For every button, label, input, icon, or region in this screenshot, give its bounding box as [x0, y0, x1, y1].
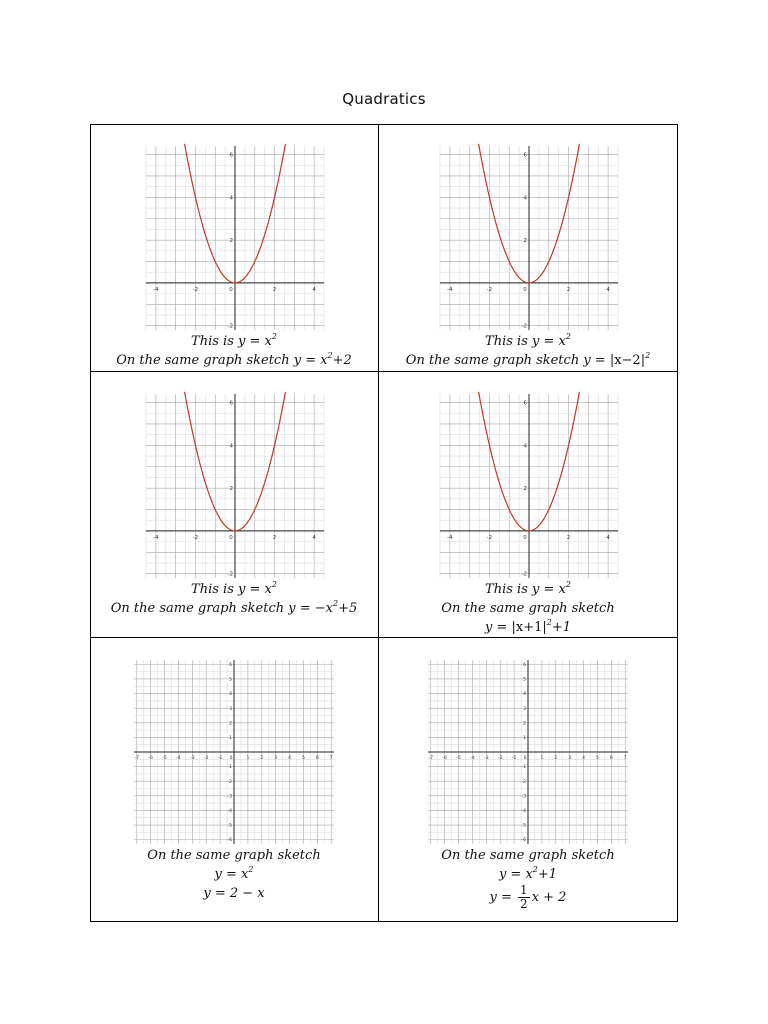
- caption-line-1: On the same graph sketch: [147, 848, 321, 863]
- caption-line-1: On the same graph sketch: [441, 848, 615, 863]
- graph-y-equals-x-squared: [140, 140, 330, 336]
- cell-5-caption: [90, 846, 378, 903]
- caption-line-2: On the same graph sketch: [441, 601, 615, 616]
- x-tick-label: 2: [554, 756, 558, 761]
- cell-1-caption: [90, 332, 378, 370]
- x-tick-label: -4: [153, 534, 159, 541]
- worksheet-cell-1: [90, 124, 378, 371]
- x-tick-label: -6: [148, 756, 153, 761]
- caption-line-3: $y = |x+1|^2+1$: [484, 618, 572, 635]
- y-tick-label: 6: [229, 152, 233, 159]
- y-tick-label: 5: [229, 677, 232, 683]
- y-tick-label: 6: [229, 662, 232, 668]
- caption-line-2: $y = x^2$: [214, 865, 254, 882]
- worksheet-cell-2: [378, 124, 678, 371]
- x-tick-label: 3: [568, 756, 572, 761]
- y-tick-label: -2: [227, 571, 233, 578]
- caption-line-3: y = $\frac{1}{2}$ x + 2: [489, 883, 567, 911]
- x-tick-label: 4: [312, 534, 316, 541]
- y-tick-label: 2: [523, 238, 527, 245]
- x-tick-label: 0: [523, 756, 527, 761]
- x-tick-label: 7: [623, 756, 627, 761]
- y-tick-label: 4: [523, 692, 526, 698]
- y-tick-label: 1: [523, 735, 526, 741]
- x-tick-label: -4: [447, 286, 453, 293]
- x-tick-label: -2: [486, 534, 493, 541]
- x-tick-label: 4: [312, 286, 316, 293]
- x-tick-label: 1: [540, 756, 544, 761]
- x-tick-label: 2: [272, 286, 277, 293]
- x-tick-label: 7: [329, 756, 333, 761]
- x-tick-label: -1: [217, 756, 223, 761]
- y-tick-label: -2: [521, 571, 527, 578]
- y-tick-label: -2: [521, 323, 527, 330]
- caption-line-1: This is $y = x^2$: [191, 332, 277, 349]
- y-tick-label: -2: [227, 323, 233, 330]
- x-tick-label: 4: [582, 756, 585, 761]
- y-tick-label: 1: [229, 735, 232, 741]
- y-tick-label: -4: [227, 809, 232, 815]
- y-tick-label: -5: [227, 823, 232, 829]
- worksheet-cell-6: [378, 638, 678, 922]
- y-tick-label: 6: [523, 400, 527, 407]
- worksheet-cell-3: [90, 372, 378, 637]
- y-tick-label: 2: [229, 486, 233, 493]
- x-tick-label: -1: [511, 756, 517, 761]
- graph-y-equals-x-squared: [434, 140, 624, 336]
- y-tick-label: 2: [229, 721, 232, 727]
- graph-y-equals-x-squared: [434, 388, 624, 584]
- x-tick-label: 3: [274, 756, 278, 761]
- x-tick-label: 2: [260, 756, 264, 761]
- x-tick-label: -4: [470, 756, 475, 761]
- x-tick-label: 0: [229, 286, 233, 293]
- x-tick-label: -3: [190, 756, 195, 761]
- y-tick-label: 2: [523, 486, 527, 493]
- y-tick-label: 5: [523, 677, 526, 683]
- x-tick-label: 1: [246, 756, 250, 761]
- x-tick-label: 5: [596, 756, 599, 761]
- worksheet-cell-4: [378, 372, 678, 637]
- y-tick-label: -4: [521, 809, 526, 815]
- x-tick-label: -2: [486, 286, 493, 293]
- y-tick-label: -2: [521, 779, 526, 785]
- caption-line-2: On the same graph sketch $y = x^2+2$: [116, 351, 352, 368]
- x-tick-label: -2: [497, 756, 503, 761]
- x-tick-label: -2: [203, 756, 209, 761]
- y-tick-label: 2: [229, 238, 233, 245]
- blank-coordinate-grid: [422, 654, 634, 850]
- y-tick-label: -3: [227, 794, 232, 800]
- x-tick-label: -4: [176, 756, 181, 761]
- page-title: Quadratics: [342, 90, 426, 108]
- x-tick-label: -4: [447, 534, 453, 541]
- x-tick-label: 0: [523, 286, 527, 293]
- x-tick-label: -2: [192, 286, 199, 293]
- y-tick-label: 3: [229, 706, 232, 712]
- x-tick-label: -7: [134, 756, 140, 761]
- y-tick-label: 6: [523, 662, 526, 668]
- x-tick-label: 2: [272, 534, 277, 541]
- worksheet-cell-5: [90, 638, 378, 922]
- caption-line-1: This is $y = x^2$: [485, 332, 571, 349]
- x-tick-label: -2: [192, 534, 199, 541]
- x-tick-label: 2: [566, 534, 571, 541]
- y-tick-label: 4: [229, 692, 232, 698]
- x-tick-label: 4: [606, 286, 610, 293]
- x-tick-label: 6: [315, 756, 319, 761]
- caption-line-1: This is $y = x^2$: [191, 580, 277, 597]
- caption-line-3: y = 2 − x: [203, 886, 265, 901]
- y-tick-label: -3: [521, 794, 526, 800]
- caption-line-2: On the same graph sketch $y = -x^2+5$: [110, 599, 358, 616]
- y-tick-label: 6: [523, 152, 527, 159]
- caption-line-2: On the same graph sketch $y = |x-2|^2$: [405, 351, 651, 368]
- x-tick-label: -5: [162, 756, 167, 761]
- y-tick-label: -6: [227, 838, 232, 844]
- x-tick-label: 0: [229, 534, 233, 541]
- fraction-one-half: $\frac{1}{2}$: [520, 883, 528, 911]
- caption-line-2: $y = x^2+1$: [498, 865, 558, 882]
- y-tick-label: 4: [523, 443, 527, 450]
- cell-3-caption: [90, 580, 378, 618]
- x-tick-label: -4: [153, 286, 159, 293]
- graph-y-equals-x-squared: [140, 388, 330, 584]
- x-tick-label: 2: [566, 286, 571, 293]
- y-tick-label: -1: [521, 765, 526, 771]
- x-tick-label: 5: [302, 756, 305, 761]
- y-tick-label: 3: [523, 706, 526, 712]
- cell-4-caption: [378, 580, 678, 637]
- x-tick-label: -6: [442, 756, 447, 761]
- y-tick-label: 2: [523, 721, 526, 727]
- x-tick-label: 4: [606, 534, 610, 541]
- x-tick-label: 0: [229, 756, 233, 761]
- x-tick-label: 0: [523, 534, 527, 541]
- y-tick-label: -5: [521, 823, 526, 829]
- cell-6-caption: [378, 846, 678, 911]
- y-tick-label: 4: [229, 195, 233, 202]
- y-tick-label: -6: [521, 838, 526, 844]
- x-tick-label: -7: [428, 756, 434, 761]
- blank-coordinate-grid: [128, 654, 340, 850]
- y-tick-label: -2: [227, 779, 232, 785]
- y-tick-label: -1: [227, 765, 232, 771]
- y-tick-label: 4: [229, 443, 233, 450]
- x-tick-label: -3: [484, 756, 489, 761]
- x-tick-label: 6: [609, 756, 613, 761]
- y-tick-label: 6: [229, 400, 233, 407]
- y-tick-label: 4: [523, 195, 527, 202]
- x-tick-label: 4: [288, 756, 291, 761]
- cell-2-caption: [378, 332, 678, 370]
- x-tick-label: -5: [456, 756, 461, 761]
- caption-line-1: This is $y = x^2$: [485, 580, 571, 597]
